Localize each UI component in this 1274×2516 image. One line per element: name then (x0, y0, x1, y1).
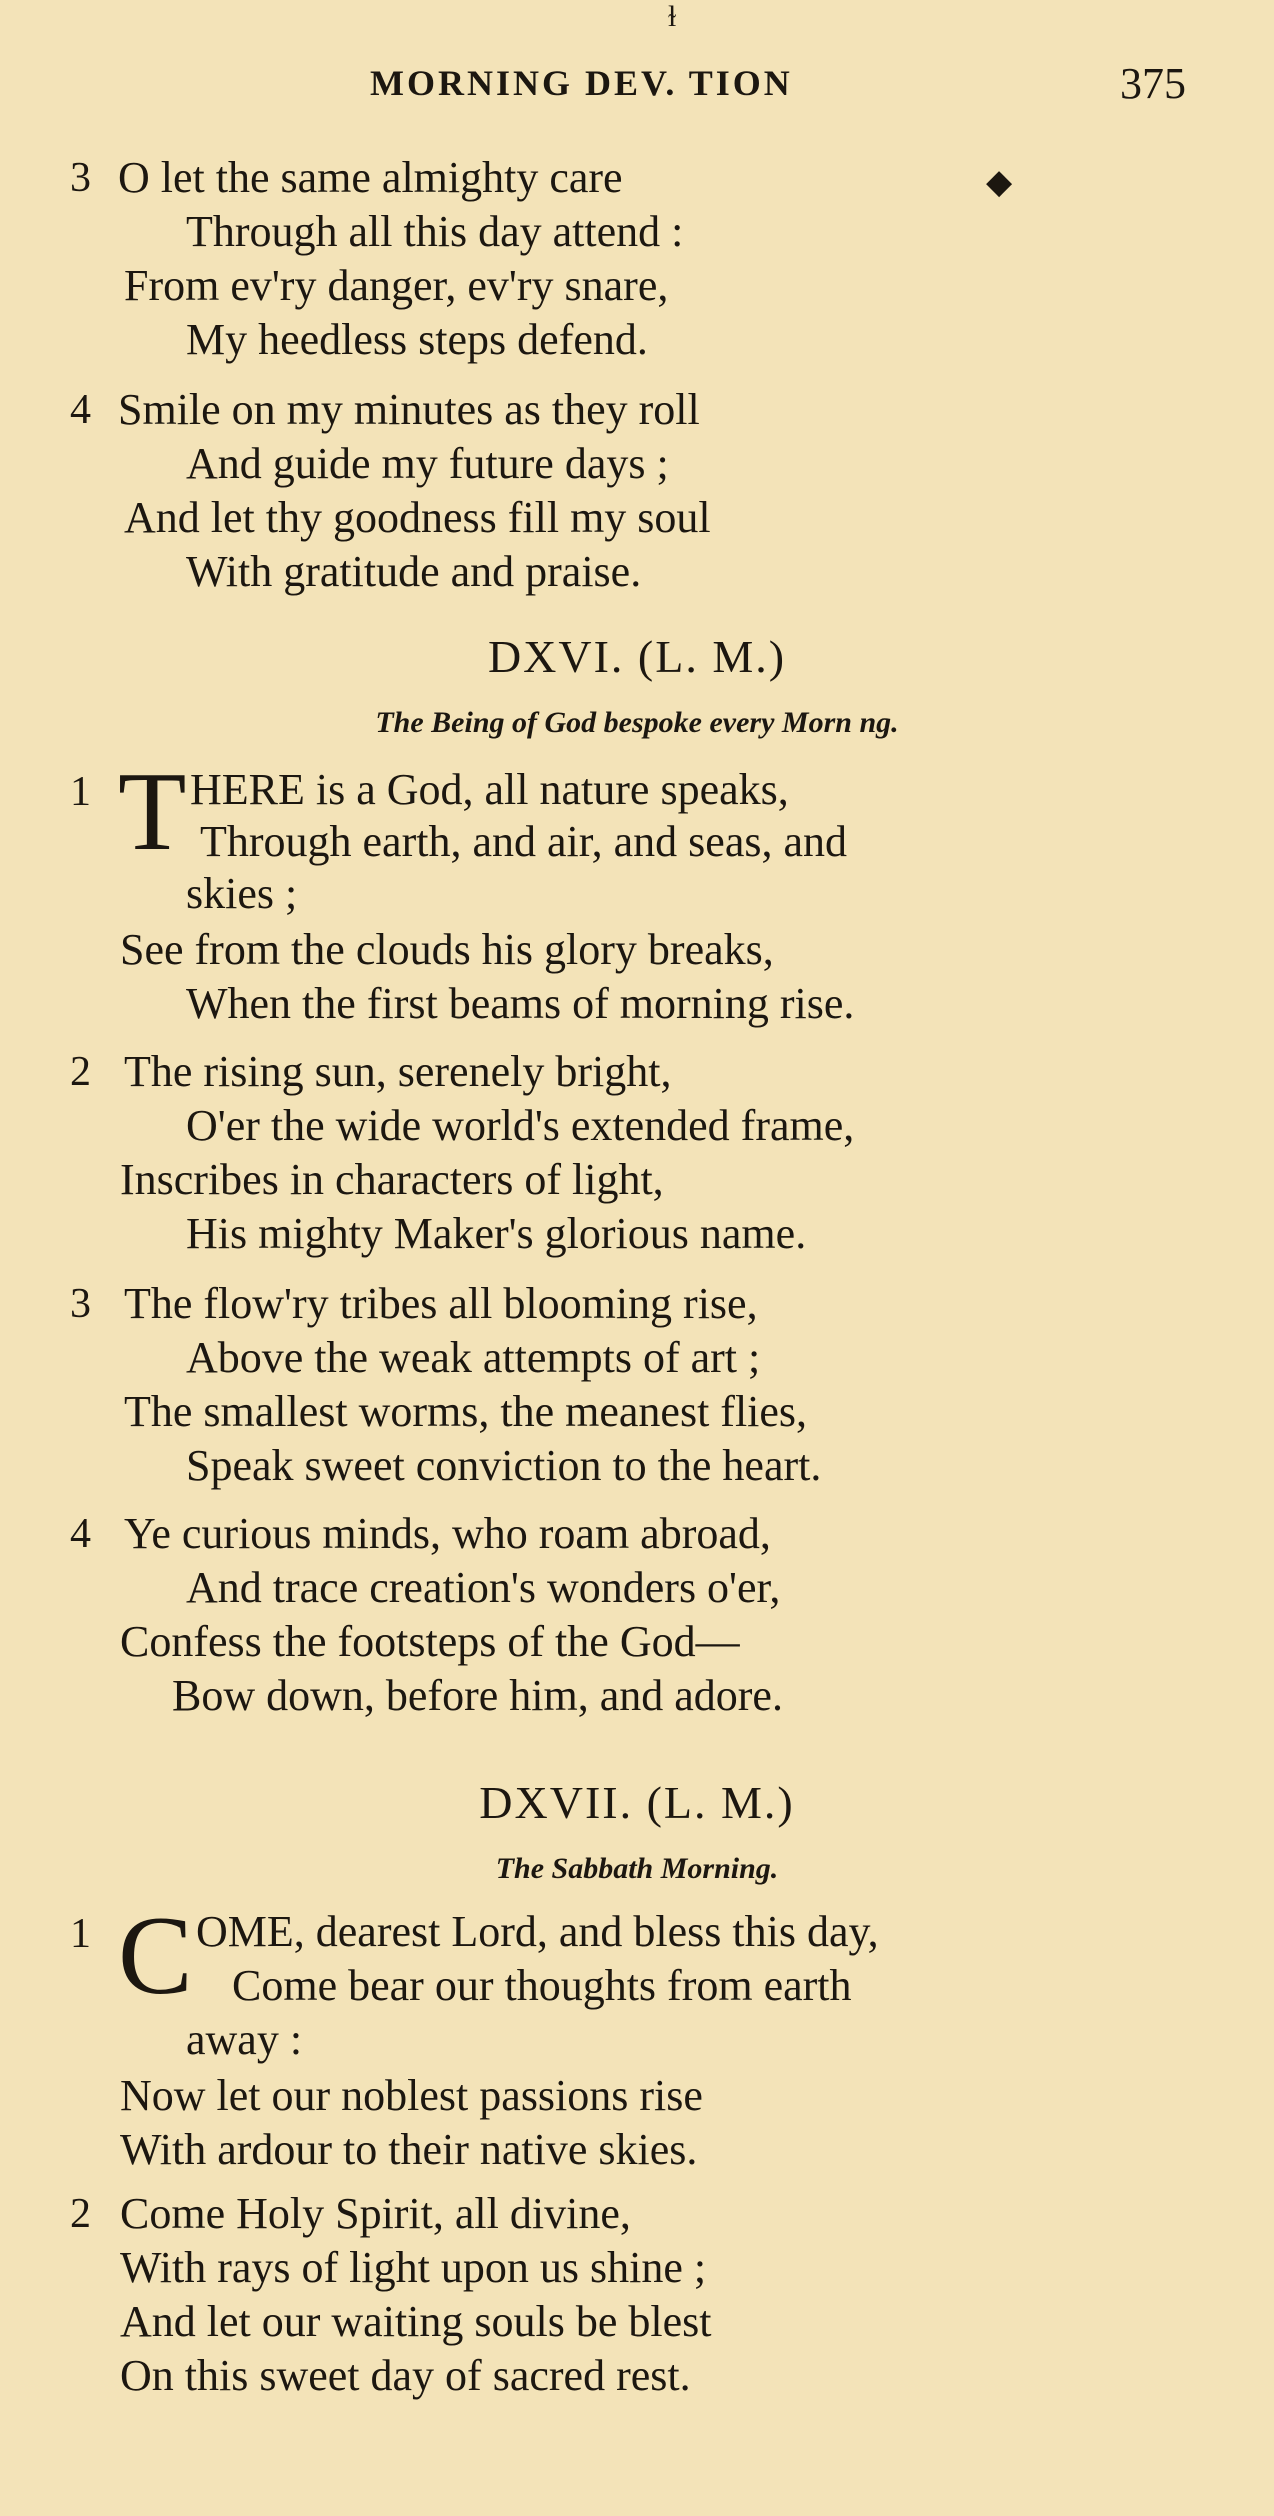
printers-mark: ɫ (668, 0, 677, 33)
hymn-title: DXVI. (L. M.) (487, 631, 787, 682)
verse-line: Confess the footsteps of the God— (120, 1617, 740, 1666)
verse-line: O let the same almighty care (118, 153, 623, 202)
verse-line: OME, dearest Lord, and bless this day, (196, 1907, 879, 1956)
verse-line: The flow'ry tribes all blooming rise, (124, 1279, 758, 1328)
verse-line: Now let our noblest passions rise (120, 2071, 703, 2120)
verse-line: From ev'ry danger, ev'ry snare, (124, 261, 669, 310)
verse-line: Above the weak attempts of art ; (186, 1333, 761, 1382)
verse-line: Smile on my minutes as they roll (118, 385, 700, 434)
drop-cap: C (118, 1894, 193, 2018)
stanza-number: 4 (70, 387, 91, 433)
stanza-number: 1 (70, 1911, 91, 1957)
hymn-subtitle: The Being of God bespoke every Morn ng. (375, 706, 899, 739)
page-number: 375 (1120, 59, 1186, 108)
ornament-icon: ◆ (986, 164, 1013, 201)
stanza-number: 3 (70, 1281, 91, 1327)
running-head: MORNING DEV. TION (370, 63, 793, 103)
hymn-subtitle: The Sabbath Morning. (495, 1852, 779, 1885)
verse-line: And trace creation's wonders o'er, (186, 1563, 781, 1612)
verse-line: And guide my future days ; (186, 439, 669, 488)
verse-line: When the first beams of morning rise. (186, 979, 855, 1028)
verse-line: away : (186, 2015, 303, 2064)
verse-line: The rising sun, serenely bright, (124, 1047, 672, 1096)
hymn-title: DXVII. (L. M.) (479, 1777, 795, 1828)
verse-line: On this sweet day of sacred rest. (120, 2351, 691, 2400)
stanza-number: 2 (70, 2191, 91, 2237)
verse-line: Ye curious minds, who roam abroad, (124, 1509, 771, 1558)
verse-line: The smallest worms, the meanest flies, (124, 1387, 808, 1436)
verse-line: See from the clouds his glory breaks, (120, 925, 774, 974)
stanza-number: 1 (70, 769, 91, 815)
verse-line: And let our waiting souls be blest (120, 2297, 712, 2346)
page-header (0, 0, 1274, 122)
stanza-number: 4 (70, 1511, 91, 1557)
verse-line: Come bear our thoughts from earth (232, 1961, 852, 2010)
verse-line: With rays of light upon us shine ; (120, 2243, 707, 2292)
drop-cap: T (118, 750, 187, 874)
verse-line: O'er the wide world's extended frame, (186, 1101, 855, 1150)
verse-line: With ardour to their native skies. (120, 2125, 698, 2174)
verse-line: And let thy goodness fill my soul (124, 493, 711, 542)
stanza-number: 2 (70, 1049, 91, 1095)
verse-line: My heedless steps defend. (186, 315, 648, 364)
verse-line: With gratitude and praise. (186, 547, 642, 596)
verse-line: Through earth, and air, and seas, and (200, 817, 848, 866)
verse-line: Inscribes in characters of light, (120, 1155, 664, 1204)
verse-line: skies ; (186, 869, 298, 918)
verse-line: His mighty Maker's glorious name. (186, 1209, 807, 1258)
stanza-number: 3 (70, 155, 91, 201)
verse-line: Bow down, before him, and adore. (172, 1671, 783, 1720)
verse-line: Come Holy Spirit, all divine, (120, 2189, 631, 2238)
verse-line: Speak sweet conviction to the heart. (186, 1441, 822, 1490)
verse-line: HERE is a God, all nature speaks, (190, 765, 789, 814)
verse-line: Through all this day attend : (186, 207, 684, 256)
